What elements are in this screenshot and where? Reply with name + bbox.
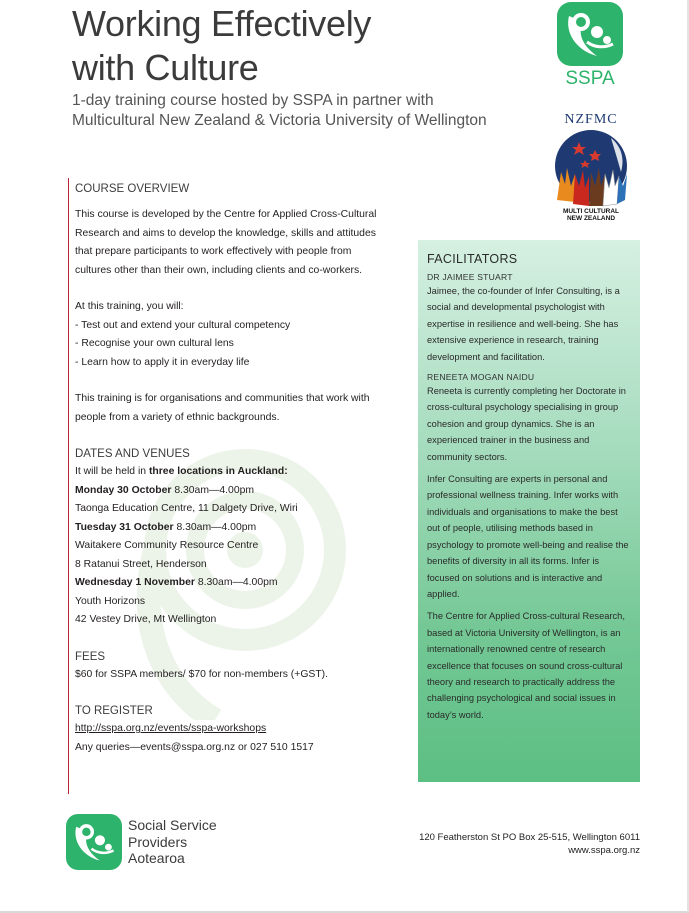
session-2-venue: Waitakere Community Resource Centre bbox=[75, 540, 259, 551]
overview-list-intro: At this training, you will: bbox=[75, 301, 184, 312]
session-1-when bbox=[75, 482, 385, 501]
dates-intro-bold: three locations in Auckland: bbox=[148, 466, 288, 477]
footer-org-name bbox=[128, 817, 217, 867]
nzfmc-logo bbox=[548, 112, 634, 228]
nzfmc-title: NZFMC bbox=[564, 112, 618, 127]
overview-item-2: - Recognise your own cultural lens bbox=[75, 338, 234, 349]
footer-website[interactable]: www.sspa.org.nz bbox=[568, 844, 640, 856]
session-3-time: 8.30am—4.00pm bbox=[194, 577, 278, 588]
session-2-address: 8 Ratanui Street, Henderson bbox=[75, 558, 207, 570]
title-line-2: with Culture bbox=[72, 47, 259, 88]
nzfmc-subtitle bbox=[548, 208, 634, 222]
footer-address: 120 Featherston St PO Box 25-515, Wellington 6011 bbox=[419, 832, 640, 843]
nzfmc-sub-line-1: MULTI CULTURAL bbox=[562, 208, 620, 215]
session-3-address: 42 Vestey Drive, Mt Wellington bbox=[75, 614, 217, 625]
page-title bbox=[72, 2, 492, 90]
session-2-time: 8.30am—4.00pm bbox=[173, 521, 257, 533]
overview-item-1: - Test out and extend your cultural competency bbox=[75, 319, 291, 331]
sspa-logo bbox=[557, 2, 623, 92]
dates-intro bbox=[75, 463, 385, 482]
fees-text: $60 for SSPA members/ $70 for non-members (+GST). bbox=[75, 668, 329, 680]
centre-text: The Centre for Applied Cross-cultural Research, based at Victoria University of Wellington, is an internationally renowned centre of research excellence that focuses on sound cross-cultural theory and research to practically address the challenging psychological and social issues in today’s world. bbox=[427, 611, 625, 720]
register-queries: Any queries—events@sspa.org.nz or 027 510 1517 bbox=[75, 741, 314, 753]
left-accent-rule bbox=[68, 178, 69, 794]
facilitator-1-bio: Jaimee, the co-founder of Infer Consulting, is a social and developmental psychologist with expertise in resilience and well-being. She has extensive experience in research, training development and facilitation. bbox=[427, 286, 620, 362]
overview-item-3: - Learn how to apply it in everyday life bbox=[75, 356, 250, 368]
footer-logo bbox=[66, 814, 226, 876]
session-3-day: Wednesday 1 November bbox=[75, 577, 195, 588]
facilitators-panel bbox=[418, 240, 640, 782]
footer-address-block bbox=[408, 832, 640, 857]
sspa-logo-mark-icon bbox=[557, 2, 623, 66]
session-3-when bbox=[75, 574, 385, 593]
left-column bbox=[75, 180, 385, 757]
dates-intro-prefix: It will be held in bbox=[75, 466, 149, 477]
session-1-day: Monday 30 October bbox=[75, 484, 172, 496]
session-1-time: 8.30am—4.00pm bbox=[171, 484, 255, 496]
sspa-logo-text: SSPA bbox=[565, 68, 615, 89]
subtitle-line-2: Multicultural New Zealand & Victoria University of Wellington bbox=[72, 112, 487, 129]
subtitle bbox=[72, 91, 522, 131]
footer-org-line-2: Providers bbox=[128, 833, 188, 850]
overview-audience: This training is for organisations and communities that work with people from a variety of ethnic backgrounds. bbox=[75, 393, 370, 423]
session-3-venue: Youth Horizons bbox=[75, 595, 146, 607]
facilitator-2-name: RENEETA MOGAN NAIDU bbox=[427, 372, 535, 383]
facilitator-2-bio: Reneeta is currently completing her Doctorate in cross-cultural psychology specialising in group cohesion and group dynamics. She is an experienced trainer in the business and community sectors. bbox=[427, 386, 626, 462]
facilitator-1-name: DR JAIMEE STUART bbox=[427, 272, 513, 282]
subtitle-line-1: 1-day training course hosted by SSPA in partner with bbox=[72, 92, 434, 109]
overview-intro: This course is developed by the Centre for Applied Cross-Cultural Research and aims to develop the knowledge, skills and attitudes that prepare participants to work effectively with people from cultures other than their own, including clients and co-workers. bbox=[75, 209, 377, 276]
session-2-when bbox=[75, 519, 385, 538]
session-2-day: Tuesday 31 October bbox=[75, 521, 174, 533]
footer-logo-mark-icon bbox=[66, 814, 122, 870]
overview-heading: COURSE OVERVIEW bbox=[75, 183, 190, 195]
session-1-venue: Taonga Education Centre, 11 Dalgety Drive, Wiri bbox=[75, 503, 298, 514]
title-line-1: Working Effectively bbox=[72, 3, 372, 44]
fees-heading: FEES bbox=[75, 650, 106, 663]
nzfmc-hands-icon bbox=[551, 128, 631, 208]
register-link[interactable]: http://sspa.org.nz/events/sspa-workshops bbox=[75, 723, 267, 734]
facilitators-heading: FACILITATORS bbox=[427, 252, 518, 266]
footer-org-line-1: Social Service bbox=[128, 817, 217, 833]
nzfmc-sub-line-2: NEW ZEALAND bbox=[566, 215, 616, 222]
register-heading: TO REGISTER bbox=[75, 705, 153, 717]
infer-consulting-text: Infer Consulting are experts in personal and professional wellness training. Infer works with individuals and organisations to make the best out of people, utilising methods based in psychology to promote well-being and realise the benefits of diversity in all its forms. Infer is focused on solutions and is interactive and applied. bbox=[427, 474, 629, 599]
dates-heading: DATES AND VENUES bbox=[75, 448, 190, 460]
footer-org-line-3: Aotearoa bbox=[128, 850, 185, 866]
